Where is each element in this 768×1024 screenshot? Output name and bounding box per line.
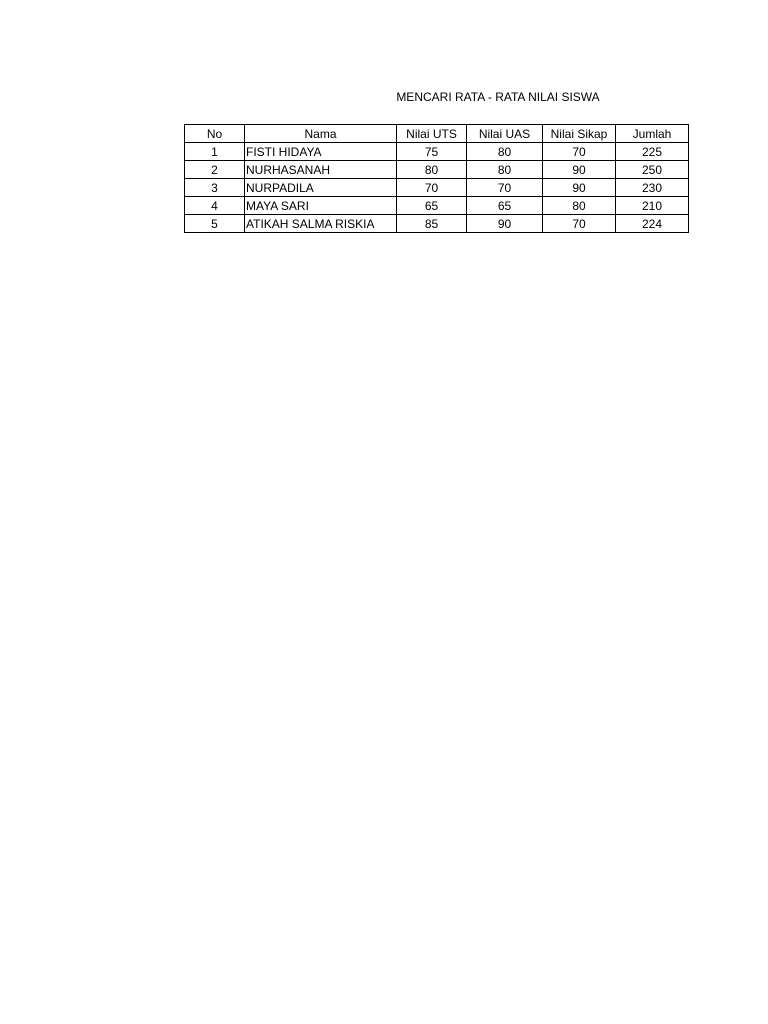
table-row [185, 197, 689, 215]
cell-nilai-sikap: 70 [543, 215, 616, 233]
cell-nilai-uas: 80 [467, 161, 543, 179]
cell-nilai-sikap: 70 [543, 143, 616, 161]
table-row [185, 215, 689, 233]
cell-jumlah: 225 [616, 143, 689, 161]
cell-nama: ATIKAH SALMA RISKIA [245, 215, 397, 233]
cell-no: 4 [185, 197, 245, 215]
table-row [185, 161, 689, 179]
table-header-row [185, 125, 689, 143]
header-nilai-sikap: Nilai Sikap [543, 125, 616, 143]
cell-nilai-uts: 85 [397, 215, 467, 233]
grades-table [184, 124, 689, 233]
cell-no: 1 [185, 143, 245, 161]
cell-nama: FISTI HIDAYA [245, 143, 397, 161]
header-nilai-uts: Nilai UTS [397, 125, 467, 143]
cell-nilai-sikap: 90 [543, 161, 616, 179]
table-row [185, 143, 689, 161]
cell-nama: MAYA SARI [245, 197, 397, 215]
cell-nilai-uts: 70 [397, 179, 467, 197]
cell-nilai-uas: 65 [467, 197, 543, 215]
cell-nilai-uas: 90 [467, 215, 543, 233]
cell-jumlah: 230 [616, 179, 689, 197]
header-no: No [185, 125, 245, 143]
cell-nilai-sikap: 90 [543, 179, 616, 197]
cell-no: 5 [185, 215, 245, 233]
cell-no: 2 [185, 161, 245, 179]
cell-jumlah: 224 [616, 215, 689, 233]
table-row [185, 179, 689, 197]
cell-nilai-uas: 70 [467, 179, 543, 197]
cell-nilai-uts: 80 [397, 161, 467, 179]
cell-nilai-sikap: 80 [543, 197, 616, 215]
header-nama: Nama [245, 125, 397, 143]
cell-jumlah: 250 [616, 161, 689, 179]
cell-nama: NURHASANAH [245, 161, 397, 179]
header-nilai-uas: Nilai UAS [467, 125, 543, 143]
cell-jumlah: 210 [616, 197, 689, 215]
cell-nilai-uts: 75 [397, 143, 467, 161]
cell-nama: NURPADILA [245, 179, 397, 197]
page-title: MENCARI RATA - RATA NILAI SISWA [396, 90, 600, 104]
cell-no: 3 [185, 179, 245, 197]
cell-nilai-uas: 80 [467, 143, 543, 161]
header-jumlah: Jumlah [616, 125, 689, 143]
cell-nilai-uts: 65 [397, 197, 467, 215]
